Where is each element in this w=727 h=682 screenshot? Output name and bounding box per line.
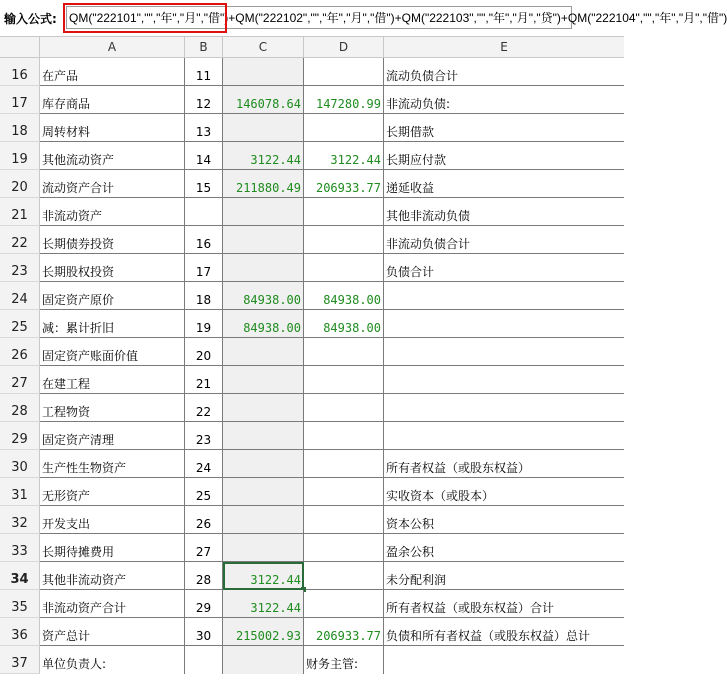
cell-c[interactable]: 84938.00 [223,310,304,338]
row-number[interactable]: 19 [0,142,40,170]
cell-e[interactable]: 负债和所有者权益（或股东权益）总计 [384,618,624,646]
cell-e[interactable]: 流动负债合计 [384,58,624,86]
table-row [0,534,624,562]
cell-e[interactable]: 实收资本（或股本） [384,478,624,506]
cell-c[interactable]: 3122.44 [223,142,304,170]
cell-e[interactable] [384,338,624,366]
cell-e[interactable] [384,282,624,310]
cell-a[interactable]: 在建工程 [40,366,185,394]
cell-e[interactable] [384,646,624,674]
table-row [0,226,624,254]
cell-d[interactable] [304,366,384,394]
table-row [0,338,624,366]
formula-input[interactable]: QM("222101","","年","月","借")+QM("222102","","年","月","借")+QM("222103","","年","月","贷")+QM("222104","","年","月","借") [66,6,572,29]
cell-e[interactable] [384,366,624,394]
cell-c[interactable] [223,58,304,86]
cell-b[interactable]: 13 [185,114,223,142]
cell-c[interactable] [223,394,304,422]
table-row [0,562,624,590]
cell-e[interactable] [384,422,624,450]
cell-d[interactable]: 206933.77 [304,618,384,646]
cell-e[interactable]: 长期应付款 [384,142,624,170]
row-number[interactable]: 33 [0,534,40,562]
row-number[interactable]: 36 [0,618,40,646]
cell-e[interactable] [384,394,624,422]
table-row [0,114,624,142]
cell-e[interactable]: 非流动负债: [384,86,624,114]
cell-e[interactable]: 盈余公积 [384,534,624,562]
cell-d[interactable]: 84938.00 [304,310,384,338]
cell-a[interactable]: 长期股权投资 [40,254,185,282]
cell-c[interactable] [223,114,304,142]
cell-e[interactable]: 所有者权益（或股东权益）合计 [384,590,624,618]
cell-a[interactable]: 资产总计 [40,618,185,646]
column-header-e[interactable]: E [500,40,508,54]
cell-e[interactable]: 递延收益 [384,170,624,198]
row-number[interactable]: 30 [0,450,40,478]
table-row [0,590,624,618]
cell-c[interactable]: 211880.49 [223,170,304,198]
cell-d[interactable]: 147280.99 [304,86,384,114]
cell-b[interactable]: 22 [185,394,223,422]
cell-c[interactable] [223,198,304,226]
cell-d[interactable] [304,534,384,562]
cell-d[interactable] [304,58,384,86]
cell-a[interactable]: 其他非流动资产 [40,562,185,590]
cell-a[interactable]: 非流动资产合计 [40,590,185,618]
cell-a[interactable]: 固定资产清理 [40,422,185,450]
cell-d[interactable] [304,422,384,450]
row-number[interactable]: 27 [0,366,40,394]
cell-d[interactable] [304,114,384,142]
cell-b[interactable]: 16 [185,226,223,254]
table-row [0,422,624,450]
row-number[interactable]: 26 [0,338,40,366]
cell-a[interactable]: 长期债券投资 [40,226,185,254]
row-number[interactable]: 18 [0,114,40,142]
row-number[interactable]: 16 [0,58,40,86]
cell-c[interactable] [223,338,304,366]
cell-b[interactable] [185,198,223,226]
cell-a[interactable]: 长期待摊费用 [40,534,185,562]
corner-cell[interactable] [0,37,40,58]
cell-d[interactable]: 84938.00 [304,282,384,310]
column-header-row [0,36,624,58]
cell-b[interactable]: 21 [185,366,223,394]
cell-d[interactable] [304,506,384,534]
cell-b[interactable]: 14 [185,142,223,170]
row-number[interactable]: 17 [0,86,40,114]
cell-b[interactable]: 28 [185,562,223,590]
cell-e[interactable]: 长期借款 [384,114,624,142]
table-row [0,310,624,338]
cell-d[interactable]: 财务主管: [304,646,384,674]
cell-e[interactable]: 负债合计 [384,254,624,282]
cell-b[interactable]: 17 [185,254,223,282]
formula-label: 输入公式: [4,12,57,26]
cell-b[interactable]: 15 [185,170,223,198]
cell-a[interactable]: 开发支出 [40,506,185,534]
cell-b[interactable]: 29 [185,590,223,618]
cell-a[interactable]: 在产品 [40,58,185,86]
cell-c[interactable]: 84938.00 [223,282,304,310]
cell-e[interactable]: 非流动负债合计 [384,226,624,254]
cell-c[interactable] [223,646,304,674]
row-number[interactable]: 24 [0,282,40,310]
row-number[interactable]: 21 [0,198,40,226]
cell-b[interactable]: 24 [185,450,223,478]
row-number[interactable]: 37 [0,646,40,674]
cell-d[interactable] [304,226,384,254]
cell-c[interactable] [223,254,304,282]
table-row [0,282,624,310]
table-row [0,394,624,422]
cell-b[interactable]: 25 [185,478,223,506]
column-header-c[interactable]: C [223,37,304,58]
row-number[interactable]: 25 [0,310,40,338]
cell-c[interactable] [223,506,304,534]
cell-c[interactable] [223,450,304,478]
table-row [0,618,624,646]
cell-b[interactable]: 11 [185,58,223,86]
formula-bar [0,0,727,36]
row-number[interactable]: 22 [0,226,40,254]
cell-c[interactable]: 215002.93 [223,618,304,646]
row-number[interactable]: 31 [0,478,40,506]
cell-d[interactable] [304,338,384,366]
row-number[interactable]: 34 [0,562,40,590]
cell-d[interactable] [304,254,384,282]
cell-c[interactable] [223,366,304,394]
cell-e[interactable]: 所有者权益（或股东权益） [384,450,624,478]
cell-c[interactable] [223,478,304,506]
table-row [0,450,624,478]
cell-a[interactable]: 无形资产 [40,478,185,506]
cell-d[interactable] [304,478,384,506]
cell-b[interactable]: 18 [185,282,223,310]
cell-c[interactable] [223,534,304,562]
cell-c[interactable]: 3122.44 [223,590,304,618]
row-number[interactable]: 29 [0,422,40,450]
column-header-a[interactable]: A [40,37,185,58]
row-number[interactable]: 32 [0,506,40,534]
cell-a[interactable]: 单位负责人: [40,646,185,674]
table-row [0,142,624,170]
spreadsheet-grid[interactable] [0,36,624,671]
cell-d[interactable]: 206933.77 [304,170,384,198]
table-row [0,58,624,86]
cell-a[interactable]: 固定资产原价 [40,282,185,310]
table-row [0,198,624,226]
cell-d[interactable]: 3122.44 [304,142,384,170]
cell-a[interactable]: 其他流动资产 [40,142,185,170]
table-row [0,254,624,282]
cell-a[interactable]: 非流动资产 [40,198,185,226]
cell-d[interactable] [304,198,384,226]
cell-e[interactable]: 未分配利润 [384,562,624,590]
cell-e[interactable]: 资本公积 [384,506,624,534]
cell-d[interactable] [304,450,384,478]
cell-b[interactable]: 20 [185,338,223,366]
cell-c[interactable]: 146078.64 [223,86,304,114]
table-row [0,506,624,534]
cell-a[interactable]: 库存商品 [40,86,185,114]
table-row [0,170,624,198]
cell-a[interactable]: 生产性生物资产 [40,450,185,478]
cell-b[interactable]: 26 [185,506,223,534]
table-row [0,646,624,674]
cell-a[interactable]: 减：累计折旧 [40,310,185,338]
table-row [0,366,624,394]
row-number[interactable]: 35 [0,590,40,618]
row-number[interactable]: 28 [0,394,40,422]
cell-b[interactable]: 30 [185,618,223,646]
cell-b[interactable]: 19 [185,310,223,338]
cell-d[interactable] [304,394,384,422]
table-row [0,86,624,114]
cell-d[interactable] [304,562,384,590]
cell-e[interactable]: 其他非流动负债 [384,198,624,226]
cell-c[interactable] [223,422,304,450]
row-number[interactable]: 20 [0,170,40,198]
cell-d[interactable] [304,590,384,618]
table-row [0,478,624,506]
cell-b[interactable]: 27 [185,534,223,562]
cell-b[interactable]: 23 [185,422,223,450]
column-header-d[interactable]: D [304,37,384,58]
cell-c[interactable]: 3122.44 [223,562,304,590]
cell-a[interactable]: 流动资产合计 [40,170,185,198]
cell-b[interactable]: 12 [185,86,223,114]
cell-c[interactable] [223,226,304,254]
cell-a[interactable]: 周转材料 [40,114,185,142]
cell-a[interactable]: 工程物资 [40,394,185,422]
cell-b[interactable] [185,646,223,674]
cell-e[interactable] [384,310,624,338]
row-number[interactable]: 23 [0,254,40,282]
column-header-b[interactable]: B [185,37,223,58]
cell-a[interactable]: 固定资产账面价值 [40,338,185,366]
